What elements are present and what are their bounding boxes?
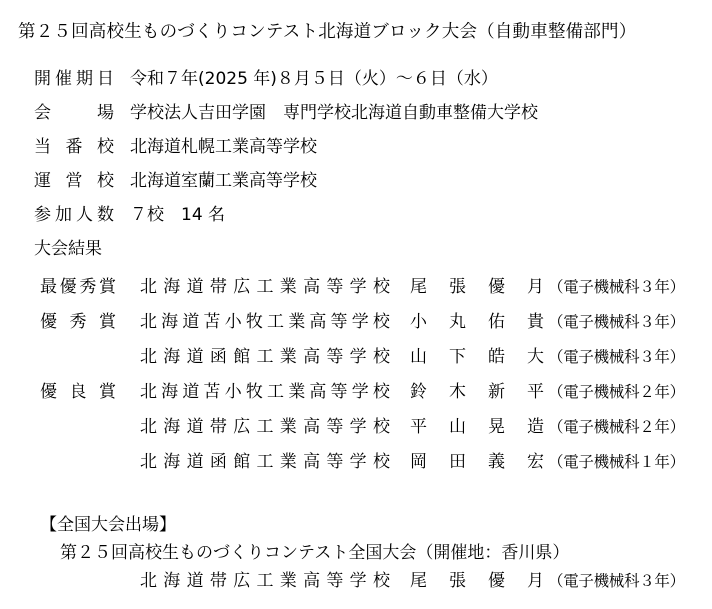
national-event-title: 第２５回高校生ものづくりコンテスト全国大会（開催地：香川県） xyxy=(60,543,570,563)
info-value: 北海道札幌工業高等学校 xyxy=(130,137,317,157)
result-row xyxy=(0,309,712,335)
student-name: 岡 田 義 宏 xyxy=(410,452,544,472)
department: （電子機械科３年） xyxy=(548,313,685,331)
school-name: 北 海 道 函 館 工 業 高 等 学 校 xyxy=(140,452,390,472)
document-title: 第２５回高校生ものづくりコンテスト北海道ブロック大会（自動車整備部門） xyxy=(18,22,637,42)
national-entry-row xyxy=(0,568,712,594)
info-value: 学校法人吉田学園 専門学校北海道自動車整備大学校 xyxy=(130,103,538,123)
school-name: 北 海 道 函 館 工 業 高 等 学 校 xyxy=(140,347,390,367)
national-heading: 【全国大会出場】 xyxy=(40,515,176,535)
award-label: 優 良 賞 xyxy=(40,382,116,402)
award-label: 最 優 秀 賞 xyxy=(40,277,116,297)
info-label: 会 場 xyxy=(34,103,114,123)
results-heading: 大会結果 xyxy=(34,239,102,259)
school-name: 北 海 道 苫 小 牧 工 業 高 等 学 校 xyxy=(140,312,390,332)
school-name: 北 海 道 帯 広 工 業 高 等 学 校 xyxy=(140,571,390,591)
school-name: 北 海 道 帯 広 工 業 高 等 学 校 xyxy=(140,417,390,437)
student-name: 尾 張 優 月 xyxy=(410,571,544,591)
student-name: 小 丸 佑 貴 xyxy=(410,312,544,332)
result-row xyxy=(0,274,712,300)
result-row xyxy=(0,414,712,440)
department: （電子機械科２年） xyxy=(548,383,685,401)
department: （電子機械科３年） xyxy=(548,278,685,296)
info-label: 運 営 校 xyxy=(34,171,114,191)
info-value: 令和７年(2025 年)８月５日（火）～６日（水） xyxy=(130,69,498,89)
student-name: 尾 張 優 月 xyxy=(410,277,544,297)
department: （電子機械科３年） xyxy=(548,348,685,366)
info-label: 開 催 期 日 xyxy=(34,69,114,89)
school-name: 北 海 道 苫 小 牧 工 業 高 等 学 校 xyxy=(140,382,390,402)
info-label: 参 加 人 数 xyxy=(34,205,114,225)
student-name: 平 山 晃 造 xyxy=(410,417,544,437)
info-value: 北海道室蘭工業高等学校 xyxy=(130,171,317,191)
student-name: 鈴 木 新 平 xyxy=(410,382,544,402)
info-label: 当 番 校 xyxy=(34,137,114,157)
result-row xyxy=(0,344,712,370)
school-name: 北 海 道 帯 広 工 業 高 等 学 校 xyxy=(140,277,390,297)
award-label: 優 秀 賞 xyxy=(40,312,116,332)
student-name: 山 下 皓 大 xyxy=(410,347,544,367)
result-row xyxy=(0,379,712,405)
result-row xyxy=(0,449,712,475)
department: （電子機械科２年） xyxy=(548,418,685,436)
department: （電子機械科１年） xyxy=(548,453,685,471)
info-value: ７校 14 名 xyxy=(130,205,226,225)
department: （電子機械科３年） xyxy=(548,572,685,590)
